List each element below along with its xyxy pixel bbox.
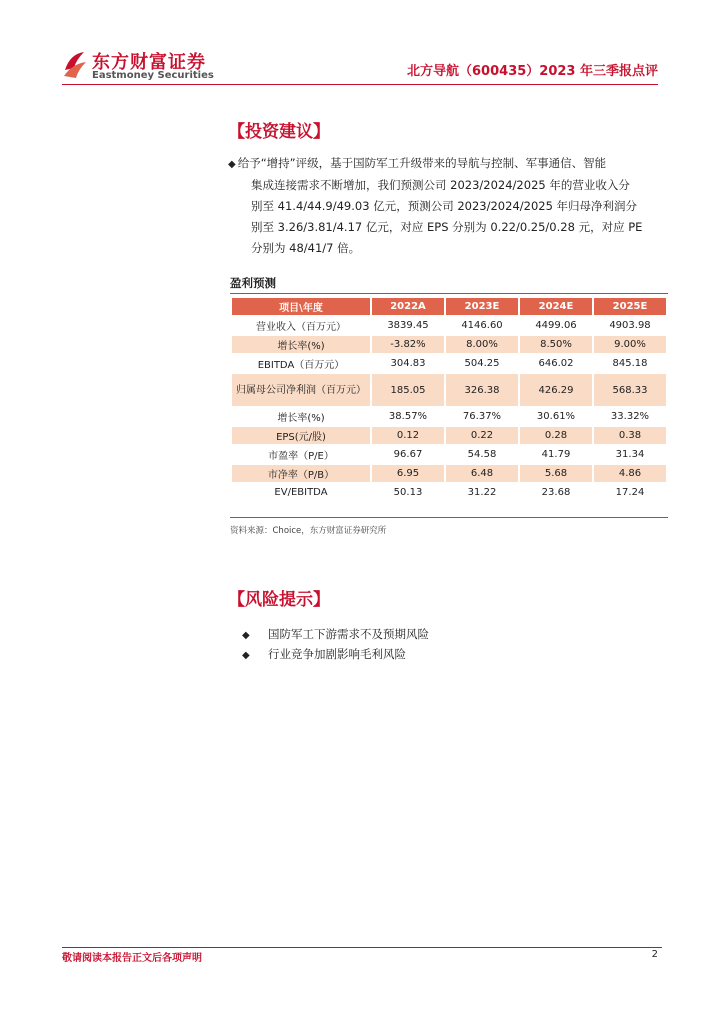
risk-list bbox=[242, 625, 429, 665]
recommendation-line: 集成连接需求不断增加，我们预测公司 2023/2024/2025 年的营业收入分 bbox=[251, 178, 630, 192]
table-cell: 8.00% bbox=[446, 336, 518, 353]
table-bottom-divider bbox=[230, 517, 668, 518]
row-label: EV/EBITDA bbox=[274, 487, 328, 498]
table-cell: 31.34 bbox=[615, 449, 645, 460]
table-cell: 23.68 bbox=[541, 487, 571, 498]
table-cell: 33.32% bbox=[610, 411, 650, 422]
table-row bbox=[232, 317, 666, 334]
list-item bbox=[242, 645, 429, 665]
table-cell: 845.18 bbox=[612, 358, 648, 369]
table-cell: 6.95 bbox=[372, 465, 444, 482]
table-cell: 9.00% bbox=[594, 336, 666, 353]
recommendation-line: 给予“增持”评级，基于国防军工升级带来的导航与控制、军事通信、智能 bbox=[237, 156, 607, 170]
table-cell: 504.25 bbox=[464, 358, 500, 369]
table-row bbox=[232, 374, 666, 406]
report-title: 北方导航（600435）2023 年三季报点评 bbox=[407, 64, 658, 79]
table-cell: 185.05 bbox=[372, 374, 444, 406]
recommendation-line: 分别为 48/41/7 倍。 bbox=[251, 241, 361, 255]
table-cell: 31.22 bbox=[467, 487, 497, 498]
eastmoney-logo-icon bbox=[62, 50, 88, 80]
recommendation-line: 别至 41.4/44.9/49.03 亿元，预测公司 2023/2024/2025 年归母净利润分 bbox=[251, 199, 638, 213]
table-cell: 646.02 bbox=[538, 358, 574, 369]
table-cell: 38.57% bbox=[388, 411, 428, 422]
table-cell: 17.24 bbox=[615, 487, 645, 498]
table-cell: 54.58 bbox=[467, 449, 497, 460]
table-cell: 8.50% bbox=[520, 336, 592, 353]
table-cell: 568.33 bbox=[594, 374, 666, 406]
table-cell: 30.61% bbox=[536, 411, 576, 422]
column-header: 2024E bbox=[520, 298, 592, 315]
table-cell: 304.83 bbox=[390, 358, 426, 369]
table-cell: 326.38 bbox=[446, 374, 518, 406]
table-row bbox=[232, 408, 666, 425]
row-label: EPS(元/股) bbox=[232, 427, 370, 444]
table-cell: -3.82% bbox=[372, 336, 444, 353]
row-label: EBITDA（百万元） bbox=[257, 360, 345, 371]
header-divider bbox=[62, 84, 658, 85]
row-label: 营业收入（百万元） bbox=[256, 322, 346, 333]
recommendation-paragraph bbox=[228, 153, 668, 259]
table-cell: 0.22 bbox=[446, 427, 518, 444]
page-number: 2 bbox=[651, 949, 658, 960]
table-cell: 0.38 bbox=[594, 427, 666, 444]
table-cell: 6.48 bbox=[446, 465, 518, 482]
logo-chinese-name: 东方财富证券 bbox=[92, 52, 206, 73]
column-header: 2022A bbox=[372, 298, 444, 315]
table-cell: 96.67 bbox=[393, 449, 423, 460]
footer-disclaimer: 敬请阅读本报告正文后各项声明 bbox=[62, 953, 202, 964]
table-cell: 0.12 bbox=[372, 427, 444, 444]
risk-text: 国防军工下游需求不及预期风险 bbox=[268, 627, 429, 641]
table-cell: 4.86 bbox=[594, 465, 666, 482]
table-cell: 3839.45 bbox=[387, 320, 429, 331]
row-label: 增长率(%) bbox=[277, 413, 325, 424]
recommendation-line: 别至 3.26/3.81/4.17 亿元，对应 EPS 分别为 0.22/0.25/0.28 元，对应 PE bbox=[251, 220, 643, 234]
table-row bbox=[232, 336, 666, 353]
table-top-divider bbox=[230, 293, 668, 294]
footer-divider bbox=[62, 947, 662, 948]
table-row bbox=[232, 465, 666, 482]
recommendation-heading: 【投资建议】 bbox=[228, 122, 330, 142]
data-source-note: 资料来源：Choice，东方财富证券研究所 bbox=[230, 526, 387, 536]
column-header: 2025E bbox=[594, 298, 666, 315]
table-cell: 0.28 bbox=[520, 427, 592, 444]
profit-forecast-table bbox=[230, 296, 668, 503]
table-cell: 4499.06 bbox=[535, 320, 577, 331]
table-cell: 76.37% bbox=[462, 411, 502, 422]
diamond-bullet-icon: ◆ bbox=[228, 159, 236, 170]
table-caption: 盈利预测 bbox=[230, 276, 276, 290]
row-label: 增长率(%) bbox=[232, 336, 370, 353]
table-row bbox=[232, 484, 666, 501]
logo-english-name: Eastmoney Securities bbox=[92, 70, 214, 81]
table-row bbox=[232, 355, 666, 372]
table-row bbox=[232, 446, 666, 463]
column-header: 项目\年度 bbox=[232, 298, 370, 315]
table-cell: 41.79 bbox=[541, 449, 571, 460]
row-label: 市净率（P/B） bbox=[232, 465, 370, 482]
row-label: 市盈率（P/E） bbox=[268, 451, 334, 462]
risk-text: 行业竞争加剧影响毛利风险 bbox=[268, 647, 406, 661]
table-cell: 4903.98 bbox=[609, 320, 651, 331]
diamond-bullet-icon: ◆ bbox=[242, 630, 250, 641]
company-logo bbox=[62, 48, 212, 84]
table-cell: 5.68 bbox=[520, 465, 592, 482]
table-header-row bbox=[232, 298, 666, 315]
column-header: 2023E bbox=[446, 298, 518, 315]
diamond-bullet-icon: ◆ bbox=[242, 650, 250, 661]
table-cell: 50.13 bbox=[393, 487, 423, 498]
table-cell: 4146.60 bbox=[461, 320, 503, 331]
row-label: 归属母公司净利润（百万元） bbox=[232, 374, 370, 406]
list-item bbox=[242, 625, 429, 645]
risk-heading: 【风险提示】 bbox=[228, 590, 330, 610]
table-cell: 426.29 bbox=[520, 374, 592, 406]
table-row bbox=[232, 427, 666, 444]
